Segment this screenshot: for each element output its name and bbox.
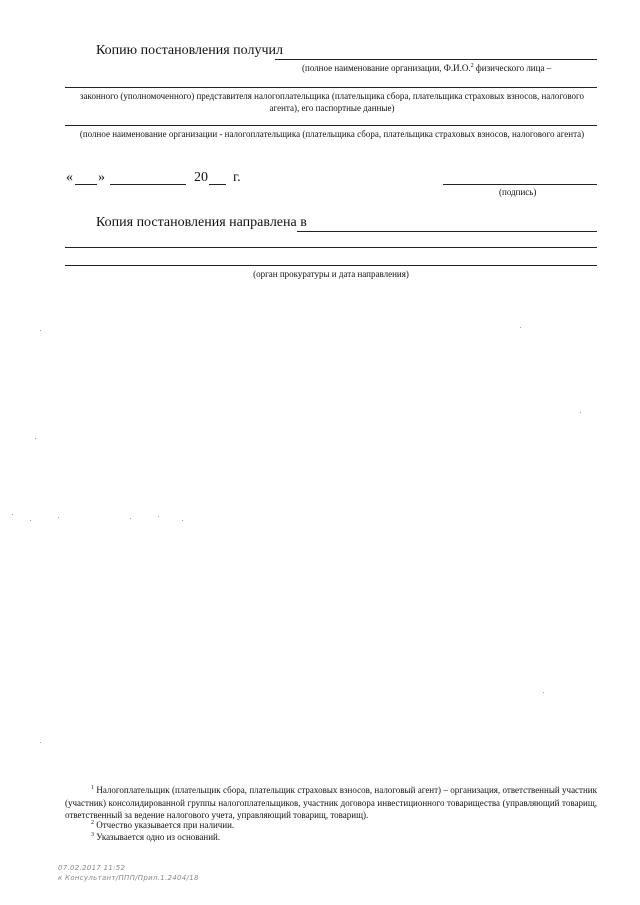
received-label: Копию постановления получил xyxy=(96,43,283,58)
signature-line xyxy=(443,184,597,185)
scan-noise xyxy=(520,327,521,328)
received-caption-line3: (полное наименование организации - налогоплательщика (плательщика сбора, плательщика страховых взносов, налогового агента) xyxy=(79,129,585,139)
year-line xyxy=(209,184,226,185)
footnote-number: 3 xyxy=(91,832,94,838)
footnote-2 xyxy=(91,819,234,832)
scan-noise xyxy=(158,516,159,517)
date-open-quote: « xyxy=(66,170,73,185)
sent-line-2 xyxy=(65,247,597,248)
scan-noise xyxy=(543,692,544,693)
date-close-quote: » xyxy=(98,170,105,185)
month-line xyxy=(110,184,186,185)
scan-noise xyxy=(35,438,36,439)
footnote-ref-2: 2 xyxy=(470,63,474,69)
scan-stamp-line1: 07.02.2017 11:52 xyxy=(58,864,126,872)
signature-caption: (подпись) xyxy=(499,187,537,197)
scan-noise xyxy=(182,520,183,521)
sent-label: Копия постановления направлена в xyxy=(96,215,307,230)
received-caption-line1 xyxy=(302,62,602,74)
scan-stamp-line2: к Консультант/ППП/Прил.1.2404/18 xyxy=(58,874,199,882)
footnote-3 xyxy=(91,831,220,844)
scan-noise xyxy=(580,412,581,413)
footnote-number: 2 xyxy=(91,820,94,826)
sent-caption: (орган прокуратуры и дата направления) xyxy=(253,269,409,279)
caption-text: (полное наименование организации, Ф.И.О. xyxy=(302,63,471,73)
scan-noise xyxy=(12,514,13,515)
scan-noise xyxy=(40,742,41,743)
scan-noise xyxy=(30,520,31,521)
year-suffix: г. xyxy=(233,170,241,185)
footnote-text: Отчество указывается при наличии. xyxy=(96,820,235,830)
footnote-text: Налогоплательщик (плательщик сбора, плательщик страховых взносов, налоговый агент) – организация, ответственный участник (участник) консолидированной группы налогоплательщиков, участник договора инвестиционного товарищества (управляющий товарищ, ответственный за ведение налогового учета, управляющий товарищ, товарищ). xyxy=(65,785,597,820)
received-caption-line2: законного (уполномоченного) представителя налогоплательщика (плательщика сбора, плательщика страховых взносов, налогового агента), его паспортные данные) xyxy=(80,91,584,113)
sent-line-3 xyxy=(65,265,597,266)
footnote-text: Указывается одно из оснований. xyxy=(96,832,221,842)
scan-noise xyxy=(58,517,59,518)
received-name-line xyxy=(275,59,597,60)
organization-line xyxy=(65,125,597,126)
year-prefix: 20 xyxy=(194,170,208,185)
scan-noise xyxy=(40,330,41,331)
scan-noise xyxy=(130,518,131,519)
footnote-number: 1 xyxy=(91,785,94,791)
caption-text: физического лица – xyxy=(473,63,552,73)
representative-line xyxy=(65,87,597,88)
footnote-1 xyxy=(65,784,597,822)
sent-line-1 xyxy=(297,231,597,232)
day-line xyxy=(75,184,97,185)
